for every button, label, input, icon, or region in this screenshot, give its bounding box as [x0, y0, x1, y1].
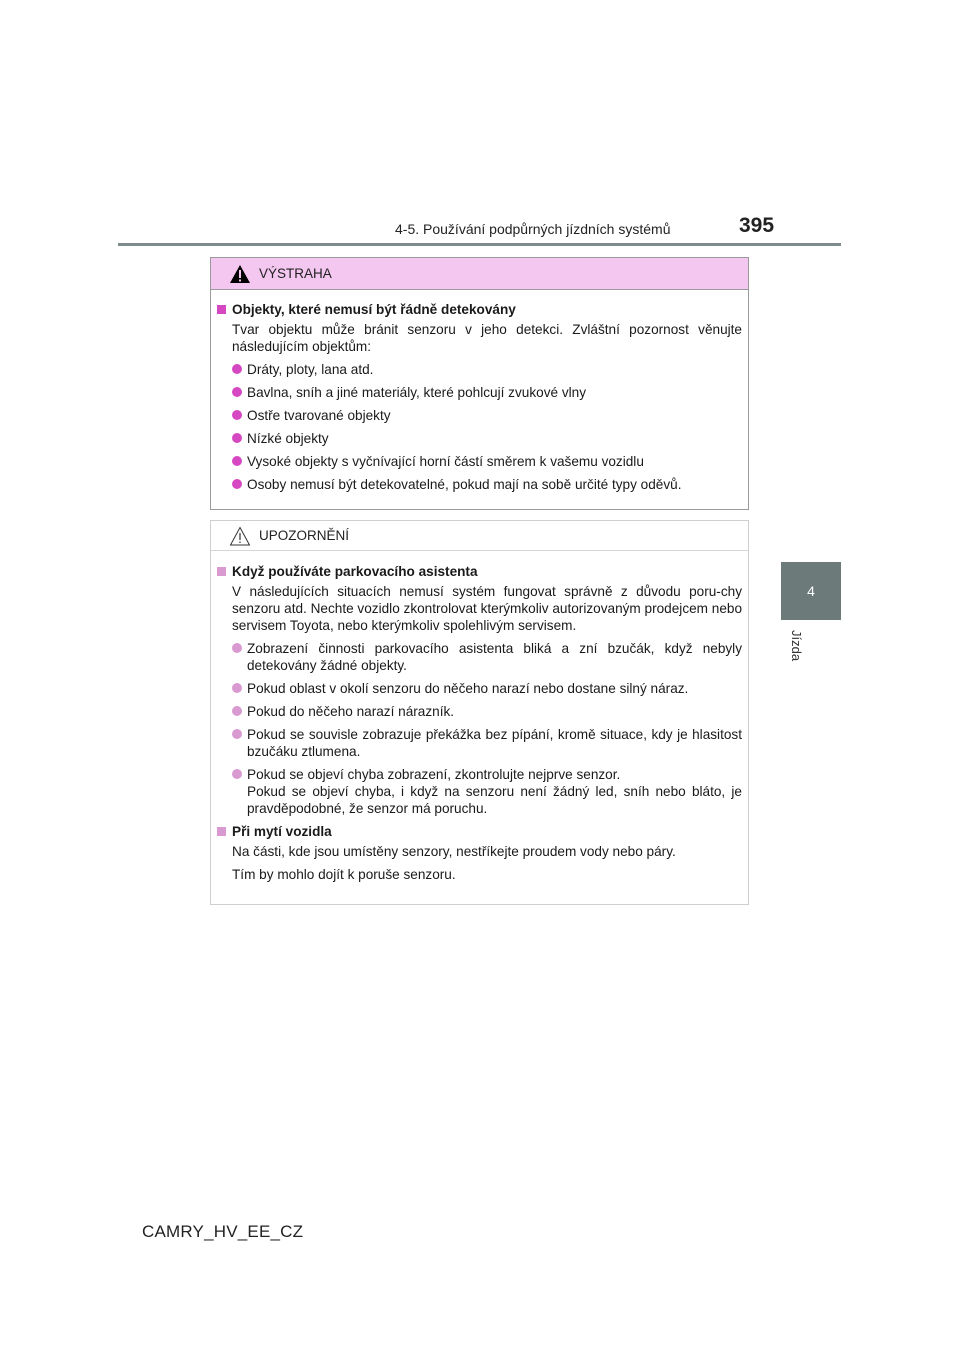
bullet-dot-icon [232, 729, 242, 739]
square-bullet-icon [217, 567, 226, 576]
warning-box [210, 257, 749, 510]
caution-title: UPOZORNĚNÍ [259, 528, 350, 543]
list-item: Dráty, ploty, lana atd. [217, 361, 742, 378]
bullet-dot-icon [232, 706, 242, 716]
list-item: Vysoké objekty s vyčnívající horní částí směrem k vašemu vozidlu [217, 453, 742, 470]
header-rule [118, 243, 841, 246]
bullet-dot-icon [232, 683, 242, 693]
bullet-dot-icon [232, 410, 242, 420]
list-item: Osoby nemusí být detekovatelné, pokud mají na sobě určité typy oděvů. [217, 476, 742, 493]
list-item: Pokud do něčeho narazí nárazník. [217, 703, 742, 720]
list-item [217, 766, 742, 817]
caution-header [211, 521, 748, 551]
square-bullet-icon [217, 827, 226, 836]
running-header: 4-5. Používání podpůrných jízdních systémů [395, 221, 671, 237]
chapter-tab[interactable] [781, 562, 841, 620]
list-item: Ostře tvarované objekty [217, 407, 742, 424]
warning-header [211, 258, 748, 290]
caution-section-title: Když používáte parkovacího asistenta [217, 563, 742, 580]
bullet-dot-icon [232, 364, 242, 374]
list-item: Zobrazení činnosti parkovacího asistenta bliká a zní bzučák, když nebyly detekovány žádné objekty. [217, 640, 742, 674]
list-item-line: Pokud se objeví chyba zobrazení, zkontrolujte nejprve senzor. [247, 767, 621, 782]
list-item: Pokud oblast v okolí senzoru do něčeho narazí nebo dostane silný náraz. [217, 680, 742, 697]
document-code: CAMRY_HV_EE_CZ [142, 1222, 304, 1241]
caution-triangle-icon [229, 526, 251, 546]
square-bullet-icon [217, 305, 226, 314]
bullet-dot-icon [232, 643, 242, 653]
chapter-tab-label-text: Jízda [789, 630, 804, 662]
list-item-line: Pokud se objeví chyba, i když na senzoru není žádný led, sníh nebo bláto, je pravděpodobné, že senzor má poruchu. [247, 784, 742, 816]
warning-triangle-icon [229, 264, 251, 284]
list-item: Pokud se souvisle zobrazuje překážka bez pípání, kromě situace, kdy je hlasitost bzučáku ztlumena. [217, 726, 742, 760]
caution-intro: V následujících situacích nemusí systém fungovat správně z důvodu poru-chy senzoru atd. Nechte vozidlo zkontrolovat kterýmkoliv autorizovaným prodejcem nebo servisem Toyota, nebo kterýmkoliv spolehlivým servisem. [232, 584, 743, 633]
warning-body [211, 290, 748, 508]
bullet-dot-icon [232, 479, 242, 489]
caution-box [210, 520, 749, 905]
bullet-dot-icon [232, 456, 242, 466]
warning-intro: Tvar objektu může bránit senzoru v jeho detekci. Zvláštní pozornost věnujte následujícím objektům: [232, 322, 742, 354]
caution-paragraph: Tím by mohlo dojít k poruše senzoru. [232, 867, 456, 882]
bullet-dot-icon [232, 769, 242, 779]
list-item: Nízké objekty [217, 430, 742, 447]
bullet-dot-icon [232, 387, 242, 397]
bullet-dot-icon [232, 433, 242, 443]
warning-section-title: Objekty, které nemusí být řádně detekovány [217, 301, 742, 318]
chapter-tab-label [786, 630, 806, 670]
list-item: Bavlna, sníh a jiné materiály, které pohlcují zvukové vlny [217, 384, 742, 401]
caution-section-title: Při mytí vozidla [217, 823, 742, 840]
warning-title: VÝSTRAHA [259, 266, 332, 281]
caution-paragraph: Na části, kde jsou umístěny senzory, nestříkejte proudem vody nebo páry. [232, 844, 676, 859]
caution-body [211, 551, 748, 898]
page-number: 395 [739, 214, 775, 237]
chapter-tab-number: 4 [807, 583, 815, 599]
